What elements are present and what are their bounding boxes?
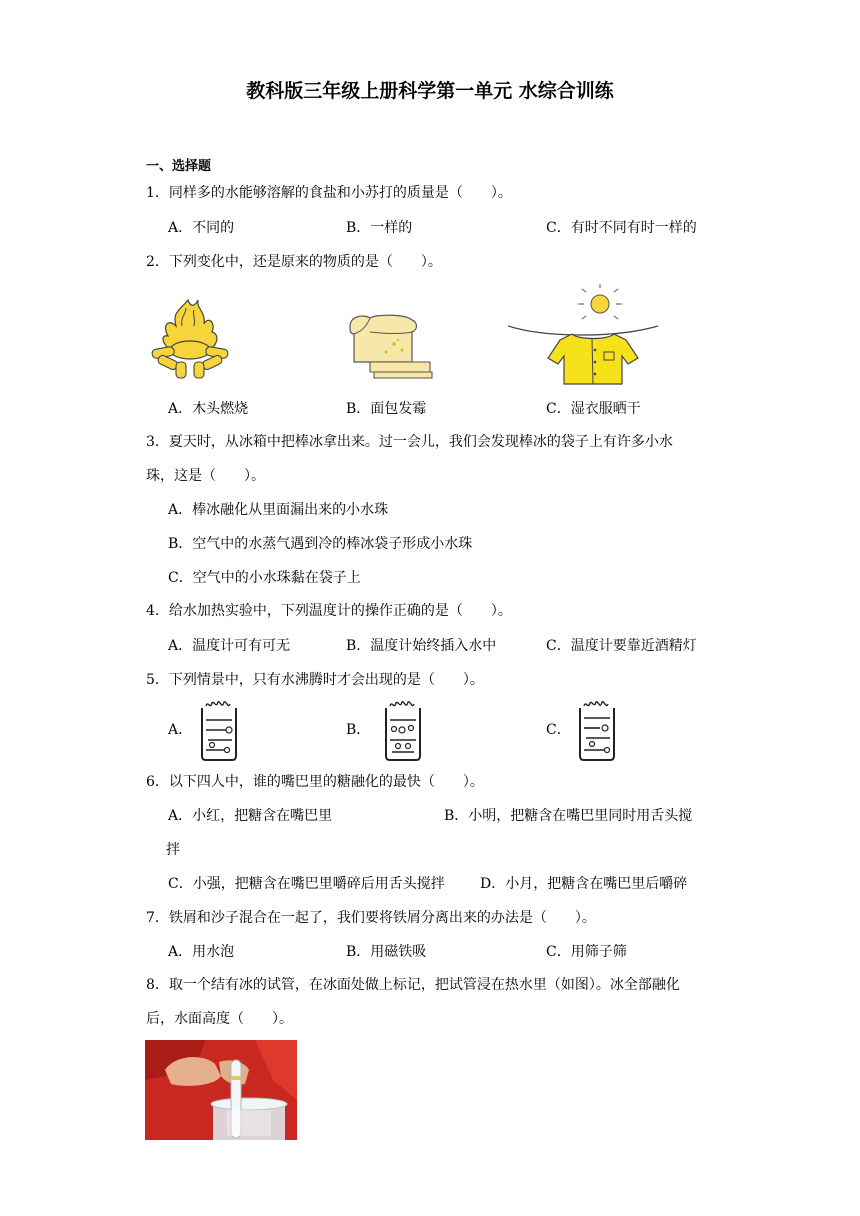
q6-option-d: D．小月，把糖含在嘴巴里后嚼碎 (480, 876, 688, 892)
q2-option-a: A．木头燃烧 (168, 401, 249, 417)
question-3-stem-line-2: 珠，这是（ ）。 (146, 468, 265, 484)
beaker-a-icon (196, 700, 242, 762)
q4-option-c: C．温度计要靠近酒精灯 (546, 638, 697, 654)
question-7-stem: 7．铁屑和沙子混合在一起了，我们要将铁屑分离出来的办法是（ ）。 (146, 910, 596, 926)
q5-option-b: B． (346, 722, 371, 738)
q6-option-a: A．小红，把糖含在嘴巴里 (168, 808, 333, 824)
section-heading: 一、选择题 (146, 159, 212, 174)
page-title: 教科版三年级上册科学第一单元 水综合训练 (246, 80, 614, 102)
q2-option-c: C．湿衣服晒干 (546, 401, 641, 417)
question-6-stem: 6．以下四人中，谁的嘴巴里的糖融化的最快（ ）。 (146, 774, 484, 790)
question-1-stem: 1．同样多的水能够溶解的食盐和小苏打的质量是（ ）。 (146, 185, 512, 201)
q3-option-b: B．空气中的水蒸气遇到冷的棒冰袋子形成小水珠 (168, 536, 473, 552)
question-8-stem-line-1: 8．取一个结有冰的试管，在冰面处做上标记，把试管浸在热水里（如图）。冰全部融化 (146, 977, 680, 993)
q7-option-a: A．用水泡 (168, 944, 235, 960)
q3-option-c: C．空气中的小水珠黏在袋子上 (168, 570, 361, 586)
q5-option-a: A． (168, 722, 193, 738)
q1-option-b: B．一样的 (346, 220, 413, 236)
question-8-stem-line-2: 后，水面高度（ ）。 (146, 1011, 293, 1027)
q6-option-c: C．小强，把糖含在嘴巴里嚼碎后用舌头搅拌 (168, 876, 445, 892)
q6-option-b-continued: 拌 (166, 842, 180, 858)
question-2-stem: 2．下列变化中，还是原来的物质的是（ ）。 (146, 254, 442, 270)
q5-option-c: C． (546, 722, 571, 738)
q2-option-b: B．面包发霉 (346, 401, 427, 417)
question-4-stem: 4．给水加热实验中，下列温度计的操作正确的是（ ）。 (146, 603, 512, 619)
test-tube-photo (145, 1040, 297, 1140)
question-3-stem-line-1: 3．夏天时，从冰箱中把棒冰拿出来。过一会儿，我们会发现棒冰的袋子上有许多小水 (146, 434, 673, 450)
beaker-c-icon (574, 700, 620, 762)
q4-option-a: A．温度计可有可无 (168, 638, 291, 654)
q7-option-b: B．用磁铁吸 (346, 944, 427, 960)
beaker-b-icon (380, 700, 426, 762)
q3-option-a: A．棒冰融化从里面漏出来的小水珠 (168, 502, 389, 518)
bread-image (346, 312, 436, 380)
question-5-stem: 5．下列情景中，只有水沸腾时才会出现的是（ ）。 (146, 672, 484, 688)
q1-option-c: C．有时不同有时一样的 (546, 220, 697, 236)
q1-option-a: A．不同的 (168, 220, 235, 236)
drying-clothes-image (506, 284, 660, 388)
q4-option-b: B．温度计始终插入水中 (346, 638, 497, 654)
q7-option-c: C．用筛子筛 (546, 944, 627, 960)
burning-wood-image (150, 296, 230, 382)
q6-option-b: B．小明，把糖含在嘴巴里同时用舌头搅 (444, 808, 693, 824)
